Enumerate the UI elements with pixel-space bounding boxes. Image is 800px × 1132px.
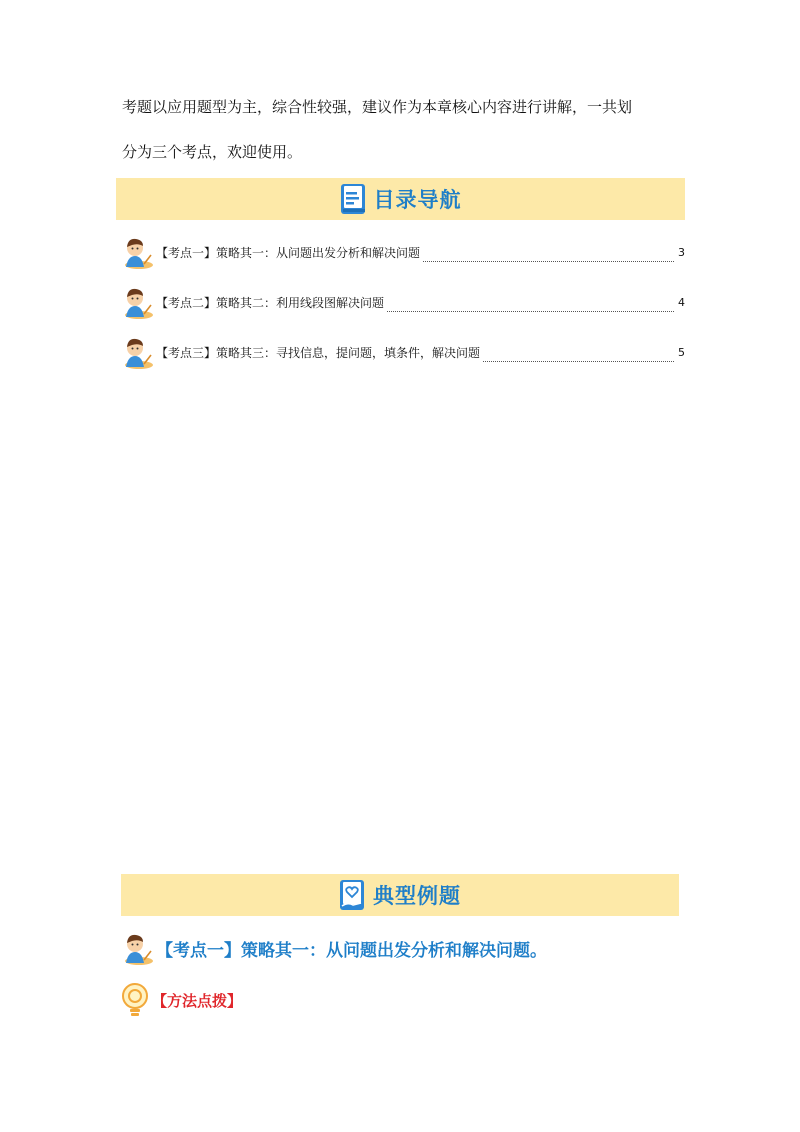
intro-line-2: 分为三个考点，欢迎使用。 — [122, 143, 303, 161]
toc-item-label: 【考点一】策略其一：从问题出发分析和解决问题 — [156, 245, 421, 260]
toc-leader-dots — [387, 301, 674, 312]
student-avatar-icon — [120, 930, 154, 966]
method-tip-label: 【方法点拨】 — [152, 991, 243, 1010]
toc-leader-dots — [423, 251, 674, 262]
toc-leader-dots — [483, 351, 674, 362]
student-avatar-icon — [120, 234, 154, 270]
method-tip-row — [120, 980, 242, 1020]
toc-item-2[interactable] — [120, 284, 685, 320]
student-avatar-icon — [120, 334, 154, 370]
student-avatar-icon — [120, 284, 154, 320]
toc-page-number: 4 — [678, 295, 685, 309]
lightbulb-icon — [120, 981, 150, 1019]
book-list-icon — [340, 183, 368, 215]
section-heading: 【考点一】策略其一：从问题出发分析和解决问题。 — [156, 940, 547, 961]
heart-hand-icon — [339, 879, 367, 911]
toc-page-number: 5 — [678, 345, 685, 359]
examples-banner-title: 典型例题 — [373, 884, 461, 908]
examples-banner — [121, 874, 679, 916]
toc-item-label: 【考点二】策略其二：利用线段图解决问题 — [156, 295, 385, 310]
toc-item-1[interactable] — [120, 234, 685, 270]
intro-line-1: 考题以应用题型为主，综合性较强，建议作为本章核心内容进行讲解，一共划 — [122, 98, 633, 116]
toc-item-3[interactable] — [120, 334, 685, 370]
section-heading-row — [120, 930, 547, 966]
toc-page-number: 3 — [678, 245, 685, 259]
toc-banner-title: 目录导航 — [373, 188, 462, 212]
toc-banner — [116, 178, 685, 220]
toc-item-label: 【考点三】策略其三：寻找信息，提问题，填条件，解决问题 — [156, 345, 481, 360]
